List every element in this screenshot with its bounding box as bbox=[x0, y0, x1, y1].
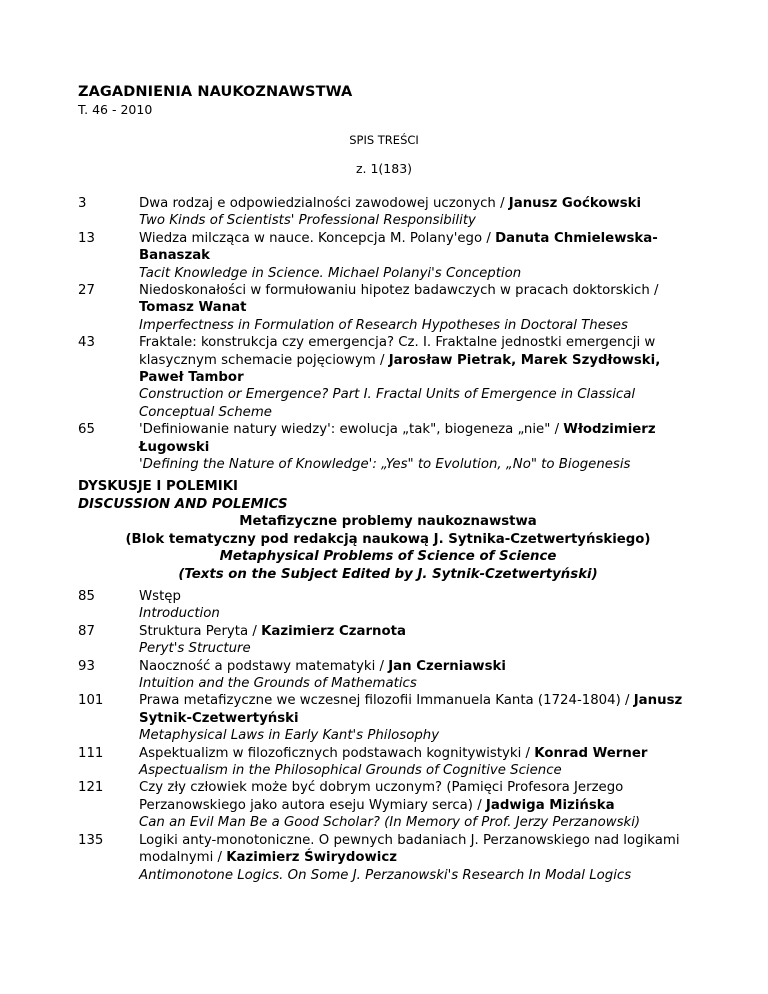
volume-label: T. 46 - 2010 bbox=[78, 102, 153, 117]
entry-title-pl bbox=[139, 195, 708, 212]
entry-title-pl bbox=[139, 334, 708, 386]
block-subtitle-en: (Texts on the Subject Edited by J. Sytnik-Czetwertyński) bbox=[178, 566, 598, 582]
page-number: 87 bbox=[78, 623, 95, 639]
toc-entry bbox=[78, 421, 708, 473]
page-number: 65 bbox=[78, 422, 95, 438]
issue-label: z. 1(183) bbox=[355, 161, 413, 176]
entry-title-pl bbox=[139, 692, 708, 727]
entry-title-pl bbox=[139, 282, 708, 317]
toc-entry bbox=[78, 282, 708, 334]
toc-entry bbox=[78, 623, 708, 658]
page-number: 85 bbox=[78, 589, 95, 604]
thematic-block-heading bbox=[78, 513, 698, 583]
entry-title-pl bbox=[139, 421, 708, 456]
title-pl-text: Niedoskonałości w formułowaniu hipotez badawczych w pracach doktorskich / bbox=[139, 283, 659, 299]
title-pl-text: Struktura Peryta / bbox=[139, 623, 262, 639]
entry-title-en: Can an Evil Man Be a Good Scholar? (In Memory of Prof. Jerzy Perzanowski) bbox=[139, 815, 641, 831]
page-number: 121 bbox=[78, 780, 104, 796]
author-name: Jan Czerniawski bbox=[388, 658, 506, 674]
author-name: Włodzimierz Ługowski bbox=[139, 422, 656, 455]
page-number: 135 bbox=[78, 832, 104, 848]
title-pl-text: Aspektualizm w filozoficznych podstawach kognitywistyki / bbox=[139, 745, 535, 761]
author-name: Konrad Werner bbox=[534, 745, 648, 761]
page-number: 27 bbox=[78, 283, 95, 299]
entry-title-en: Aspectualism in the Philosophical Grounds of Cognitive Science bbox=[139, 763, 562, 779]
entry-title-en: Introduction bbox=[139, 606, 220, 622]
entry-title-pl bbox=[139, 779, 708, 814]
toc-entry bbox=[78, 230, 708, 282]
entry-title-pl bbox=[139, 230, 708, 265]
toc-entry bbox=[78, 195, 708, 230]
title-pl-text: Wiedza milcząca w nauce. Koncepcja M. Polany'ego / bbox=[139, 230, 496, 246]
page-number: 3 bbox=[78, 196, 87, 211]
entry-title-en: Two Kinds of Scientists' Professional Responsibility bbox=[139, 213, 476, 229]
entry-title-pl bbox=[139, 588, 708, 605]
author-name: Jadwiga Mizińska bbox=[485, 797, 615, 813]
entry-title-en: Antimonotone Logics. On Some J. Perzanowski's Research In Modal Logics bbox=[139, 867, 632, 883]
toc-entry bbox=[78, 588, 708, 623]
title-pl-text: Dwa rodzaj e odpowiedzialności zawodowej uczonych / bbox=[139, 196, 509, 211]
author-name: Janusz Goćkowski bbox=[508, 196, 642, 211]
entry-title-pl bbox=[139, 658, 708, 675]
toc-entry bbox=[78, 334, 708, 421]
author-name: Janusz Sytnik-Czetwertyński bbox=[139, 693, 683, 726]
toc-entry bbox=[78, 832, 708, 884]
section-heading bbox=[78, 478, 718, 513]
entry-title-en: Peryt's Structure bbox=[139, 641, 251, 657]
block-title-pl: Metafizyczne problemy naukoznawstwa bbox=[239, 514, 537, 529]
entry-title-pl bbox=[139, 745, 708, 762]
page-number: 13 bbox=[78, 230, 95, 246]
title-pl-text: Fraktale: konstrukcja czy emergencja? Cz. I. Fraktalne jednostki emergencji w klasycznym schemacie pojęciowym / bbox=[139, 335, 656, 368]
title-pl-text: 'Definiowanie natury wiedzy': ewolucja „tak", biogeneza „nie" / bbox=[139, 422, 564, 438]
author-name: Kazimierz Świrydowicz bbox=[226, 850, 397, 866]
title-pl-text: Naoczność a podstawy matematyki / bbox=[139, 658, 389, 674]
title-pl-text: Czy zły człowiek może być dobrym uczonym? (Pamięci Profesora Jerzego Perzanowskiego jako autora eseju Wymiary serca) / bbox=[139, 780, 624, 813]
entry-title-pl bbox=[139, 832, 708, 867]
author-name: Jarosław Pietrak, Marek Szydłowski, Paweł Tambor bbox=[139, 352, 661, 386]
entry-title-en: Metaphysical Laws in Early Kant's Philosophy bbox=[139, 728, 440, 744]
entry-title-en: 'Defining the Nature of Knowledge': „Yes" to Evolution, „No" to Biogenesis bbox=[139, 457, 631, 473]
page-number: 101 bbox=[78, 693, 104, 709]
entry-title-en: Imperfectness in Formulation of Research Hypotheses in Doctoral Theses bbox=[139, 317, 628, 333]
toc-heading: SPIS TREŚCI bbox=[349, 133, 419, 147]
toc-list-part2 bbox=[78, 588, 708, 884]
block-subtitle-pl: (Blok tematyczny pod redakcją naukową J. Sytnika-Czetwertyńskiego) bbox=[125, 531, 651, 547]
author-name: Tomasz Wanat bbox=[139, 300, 247, 316]
author-name: Danuta Chmielewska-Banaszak bbox=[139, 230, 658, 264]
entry-title-pl bbox=[139, 623, 708, 640]
section-heading-pl: DYSKUSJE I POLEMIKI bbox=[78, 479, 238, 494]
block-title-en: Metaphysical Problems of Science of Science bbox=[219, 549, 557, 565]
title-pl-text: Wstęp bbox=[139, 589, 181, 604]
toc-entry bbox=[78, 745, 708, 780]
page-number: 111 bbox=[78, 745, 104, 761]
toc-entry bbox=[78, 692, 708, 744]
page-number: 43 bbox=[78, 335, 95, 351]
toc-list-part1 bbox=[78, 195, 708, 474]
title-pl-text: Logiki anty-monotoniczne. O pewnych badaniach J. Perzanowskiego nad logikami modalnymi / bbox=[139, 832, 680, 866]
title-pl-text: Prawa metafizyczne we wczesnej filozofii Immanuela Kanta (1724-1804) / bbox=[139, 693, 634, 709]
entry-title-en: Construction or Emergence? Part I. Fractal Units of Emergence in Classical Conceptual Scheme bbox=[139, 387, 636, 420]
page-number: 93 bbox=[78, 658, 95, 674]
toc-entry bbox=[78, 779, 708, 831]
section-heading-en: DISCUSSION AND POLEMICS bbox=[78, 496, 288, 512]
entry-title-en: Tacit Knowledge in Science. Michael Polanyi's Conception bbox=[139, 265, 522, 281]
entry-title-en: Intuition and the Grounds of Mathematics bbox=[139, 676, 417, 692]
toc-entry bbox=[78, 658, 708, 693]
journal-title: ZAGADNIENIA NAUKOZNAWSTWA bbox=[78, 84, 353, 100]
author-name: Kazimierz Czarnota bbox=[261, 623, 406, 639]
